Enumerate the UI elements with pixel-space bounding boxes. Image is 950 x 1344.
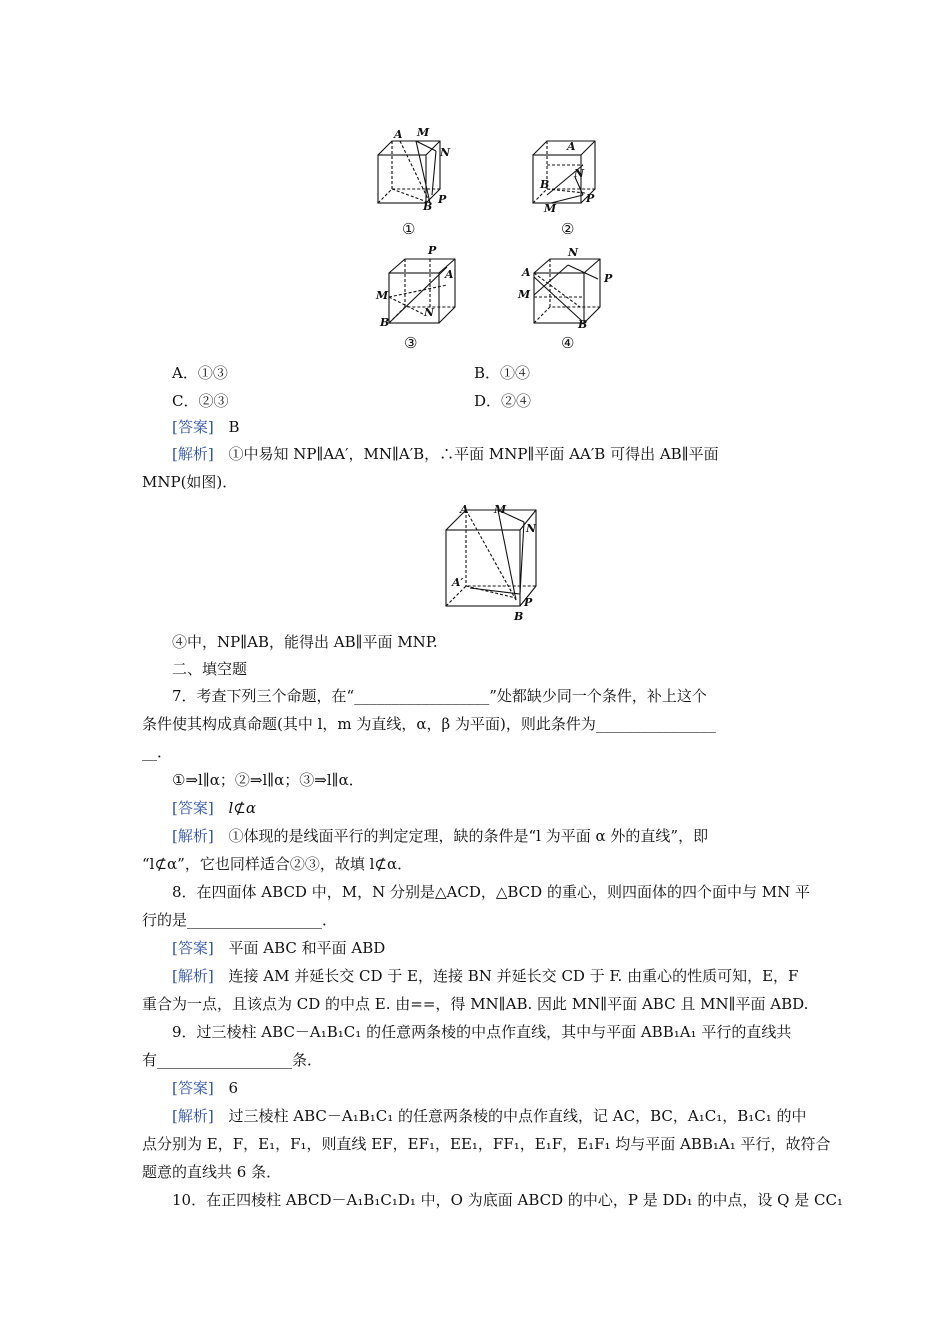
fig1-point-M: M: [417, 126, 430, 139]
analysis-text: ①中易知 NP∥AA′，MN∥A′B，∴平面 MNP∥平面 AA′B 可得出 AB∥平面: [228, 445, 719, 463]
answer-text: l⊄α: [228, 799, 256, 817]
fig1-point-B: B: [423, 200, 433, 213]
option-c: C．②③: [172, 392, 229, 410]
q7-analysis-line-1: [172, 826, 708, 846]
analysis-point-P: P: [524, 596, 533, 609]
fig2-point-P: P: [586, 192, 595, 205]
q6-analysis-line-1: [172, 444, 719, 464]
answer-tag: [答案]: [172, 1079, 214, 1097]
option-a: A．①③: [172, 364, 228, 382]
analysis-text: ①体现的是线面平行的判定定理，缺的条件是“l 为平面 α 外的直线”，即: [228, 827, 709, 845]
option-b: B．①④: [474, 364, 531, 382]
section-heading: 二、填空题: [172, 660, 248, 678]
fig3-point-B: B: [380, 316, 390, 329]
fig3-point-P: P: [428, 244, 437, 257]
fig1-label: ①: [402, 220, 416, 238]
analysis-tag: [解析]: [172, 967, 214, 985]
q7-answer-line: [172, 798, 256, 818]
analysis-point-A-prime: A′: [452, 576, 464, 589]
fig2-point-M: M: [544, 202, 557, 215]
fig4-point-A: A: [522, 266, 531, 279]
q7-line-3: __．: [142, 743, 173, 761]
q8-analysis-line-2: 重合为一点，且该点为 CD 的中点 E. 由==，得 MN∥AB. 因此 MN∥平面 ABC 且 MN∥平面 ABD.: [142, 995, 809, 1013]
fig1-point-A: A: [394, 128, 403, 141]
fig4-point-N: N: [568, 246, 579, 259]
analysis-tag: [解析]: [172, 445, 214, 463]
q8-line-2: 行的是__________________．: [142, 911, 338, 929]
q7-line-4: ①⇒l∥α；②⇒l∥α；③⇒l∥α．: [172, 771, 364, 789]
answer-text: 6: [228, 1079, 239, 1097]
answer-text: B: [228, 418, 240, 436]
q9-analysis-line-3: 题意的直线共 6 条．: [142, 1163, 282, 1181]
q9-line-1: 9．过三棱柱 ABC－A₁B₁C₁ 的任意两条棱的中点作直线，其中与平面 ABB₁A₁ 平行的直线共: [172, 1023, 792, 1041]
q6-answer-line: [172, 417, 240, 437]
answer-text: 平面 ABC 和平面 ABD: [228, 939, 386, 957]
q8-analysis-line-1: [172, 966, 798, 986]
fig4-point-B: B: [578, 318, 588, 331]
analysis-tag: [解析]: [172, 1107, 214, 1125]
fig2-point-A: A: [567, 140, 576, 153]
q6-analysis-line-3: ④中，NP∥AB，能得出 AB∥平面 MNP.: [172, 633, 438, 651]
q9-analysis-line-1: [172, 1106, 807, 1126]
fig4-point-P: P: [604, 272, 613, 285]
analysis-point-M: M: [494, 503, 507, 516]
fig4-point-M: M: [518, 288, 531, 301]
q7-analysis-line-2: “l⊄α”，它也同样适合②③，故填 l⊄α．: [142, 855, 413, 873]
analysis-point-A: A: [460, 503, 469, 516]
analysis-text: 过三棱柱 ABC－A₁B₁C₁ 的任意两条棱的中点作直线，记 AC，BC，A₁C₁，B₁C₁ 的中: [228, 1107, 807, 1125]
fig2-label: ②: [561, 220, 575, 238]
q8-line-1: 8．在四面体 ABCD 中，M，N 分别是△ACD，△BCD 的重心，则四面体的四个面中与 MN 平: [172, 883, 810, 901]
analysis-point-N: N: [526, 522, 537, 535]
answer-tag: [答案]: [172, 418, 214, 436]
fig3-label: ③: [404, 334, 418, 352]
q8-answer-line: [172, 938, 385, 958]
analysis-text: 连接 AM 并延长交 CD 于 E，连接 BN 并延长交 CD 于 F. 由重心的性质可知，E，F: [228, 967, 799, 985]
answer-tag: [答案]: [172, 799, 214, 817]
fig2-point-B: B: [540, 178, 550, 191]
fig3-point-M: M: [376, 289, 389, 302]
analysis-tag: [解析]: [172, 827, 214, 845]
q10-line-1: 10．在正四棱柱 ABCD－A₁B₁C₁D₁ 中，O 为底面 ABCD 的中心，P 是 DD₁ 的中点，设 Q 是 CC₁: [172, 1191, 843, 1209]
fig4-label: ④: [561, 334, 575, 352]
option-d: D．②④: [474, 392, 532, 410]
q9-answer-line: [172, 1078, 238, 1098]
fig3-point-N: N: [424, 306, 435, 319]
q7-line-2: 条件使其构成真命题(其中 l，m 为直线，α，β 为平面)，则此条件为________________: [142, 715, 716, 733]
analysis-point-B: B: [514, 610, 524, 623]
fig2-point-N: N: [574, 167, 585, 180]
q6-analysis-line-2: MNP(如图)．: [142, 473, 238, 491]
answer-tag: [答案]: [172, 939, 214, 957]
q9-analysis-line-2: 点分别为 E，F，E₁，F₁，则直线 EF，EF₁，EE₁，FF₁，E₁F，E₁F₁ 均与平面 ABB₁A₁ 平行，故符合: [142, 1135, 831, 1153]
fig1-point-N: N: [440, 146, 451, 159]
fig1-point-P: P: [438, 193, 447, 206]
q7-line-1: 7．考查下列三个命题，在“__________________”处都缺少同一个条件，补上这个: [172, 687, 707, 705]
fig3-point-A: A: [445, 268, 454, 281]
q9-line-2: 有__________________条．: [142, 1051, 323, 1069]
